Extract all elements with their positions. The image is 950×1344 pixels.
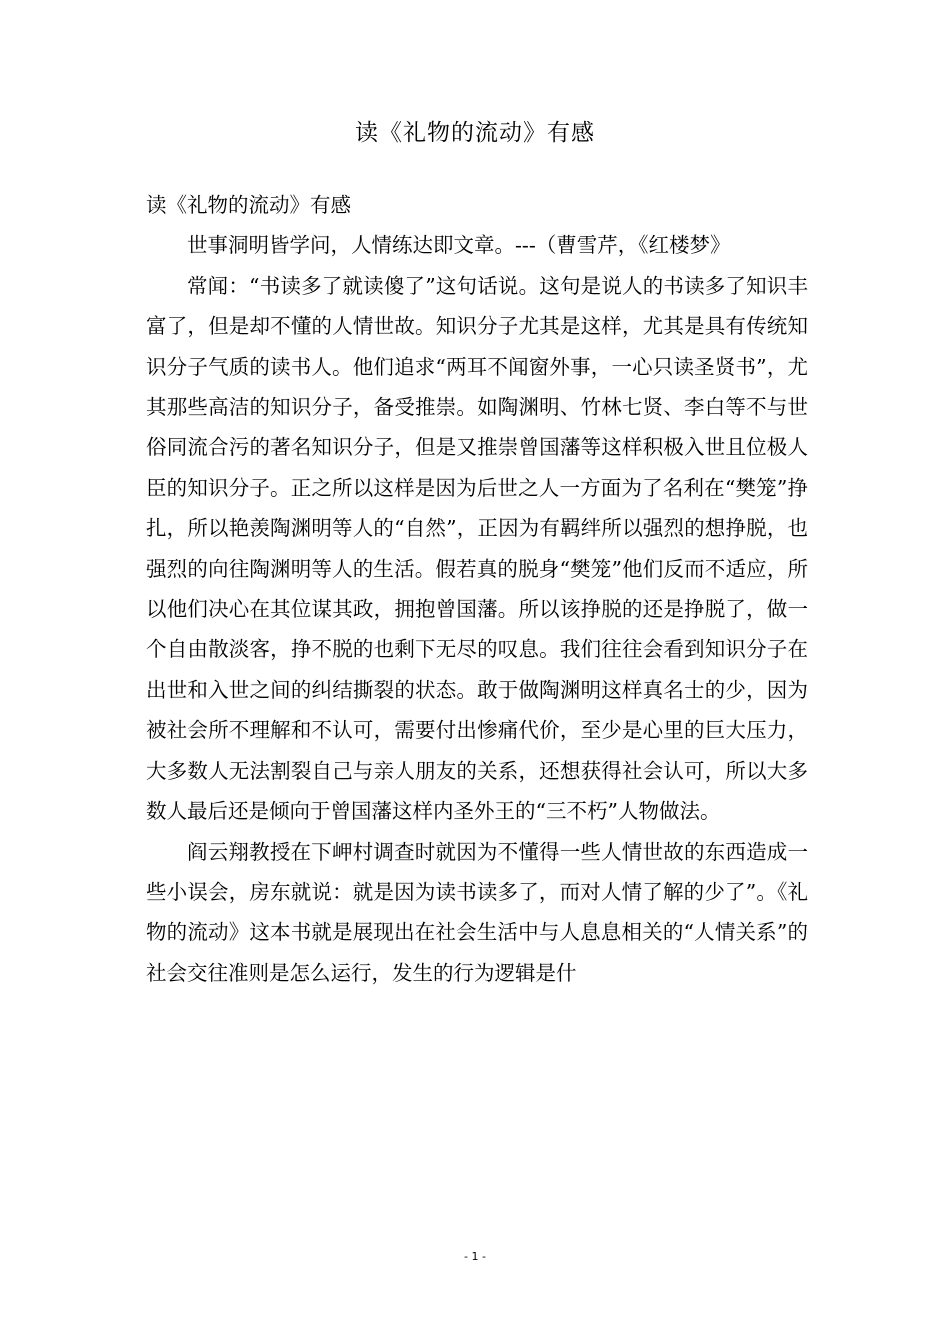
- section-heading: 读《礼物的流动》有感: [146, 193, 351, 217]
- page-number: - 1 -: [464, 1250, 486, 1263]
- document-title: 读《礼物的流动》有感: [355, 120, 595, 146]
- paragraph-book: 阎云翔教授在下岬村调查时就因为不懂得一些人情世故的东西造成一些小误会，房东就说：就是因为读书读多了，而对人情了解的少了”。《礼物的流动》这本书就是展现出在社会生活中与人息息相关的“人情关系”的社会交往准则是怎么运行，发生的行为逻辑是什: [146, 839, 808, 985]
- paragraph-quote: 世事洞明皆学问，人情练达即文章。---（曹雪芹，《红楼梦》: [187, 233, 731, 258]
- paragraph-intro: 常闻：“书读多了就读傻了”这句话说。这句是说人的书读多了知识丰富了，但是却不懂的人情世故。知识分子尤其是这样，尤其是具有传统知识分子气质的读书人。他们追求“两耳不闻窗外事，一心只读圣贤书”，尤其那些高洁的知识分子，备受推崇。如陶渊明、竹林七贤、李白等不与世俗同流合污的著名知识分子，但是又推崇曾国藩等这样积极入世且位极人臣的知识分子。正之所以这样是因为后世之人一方面为了名利在“樊笼”挣扎，所以艳羡陶渊明等人的“自然”，正因为有羁绊所以强烈的想挣脱，也强烈的向往陶渊明等人的生活。假若真的脱身“樊笼”他们反而不适应，所以他们决心在其位谋其政，拥抱曾国藩。所以该挣脱的还是挣脱了，做一个自由散淡客，挣不脱的也剩下无尽的叹息。我们往往会看到知识分子在出世和入世之间的纠结撕裂的状态。敢于做陶渊明这样真名士的少，因为被社会所不理解和不认可，需要付出惨痛代价，至少是心里的巨大压力，大多数人无法割裂自己与亲人朋友的关系，还想获得社会认可，所以大多数人最后还是倾向于曾国藩这样内圣外王的“三不朽”人物做法。: [146, 273, 808, 824]
- document-body: [146, 185, 808, 993]
